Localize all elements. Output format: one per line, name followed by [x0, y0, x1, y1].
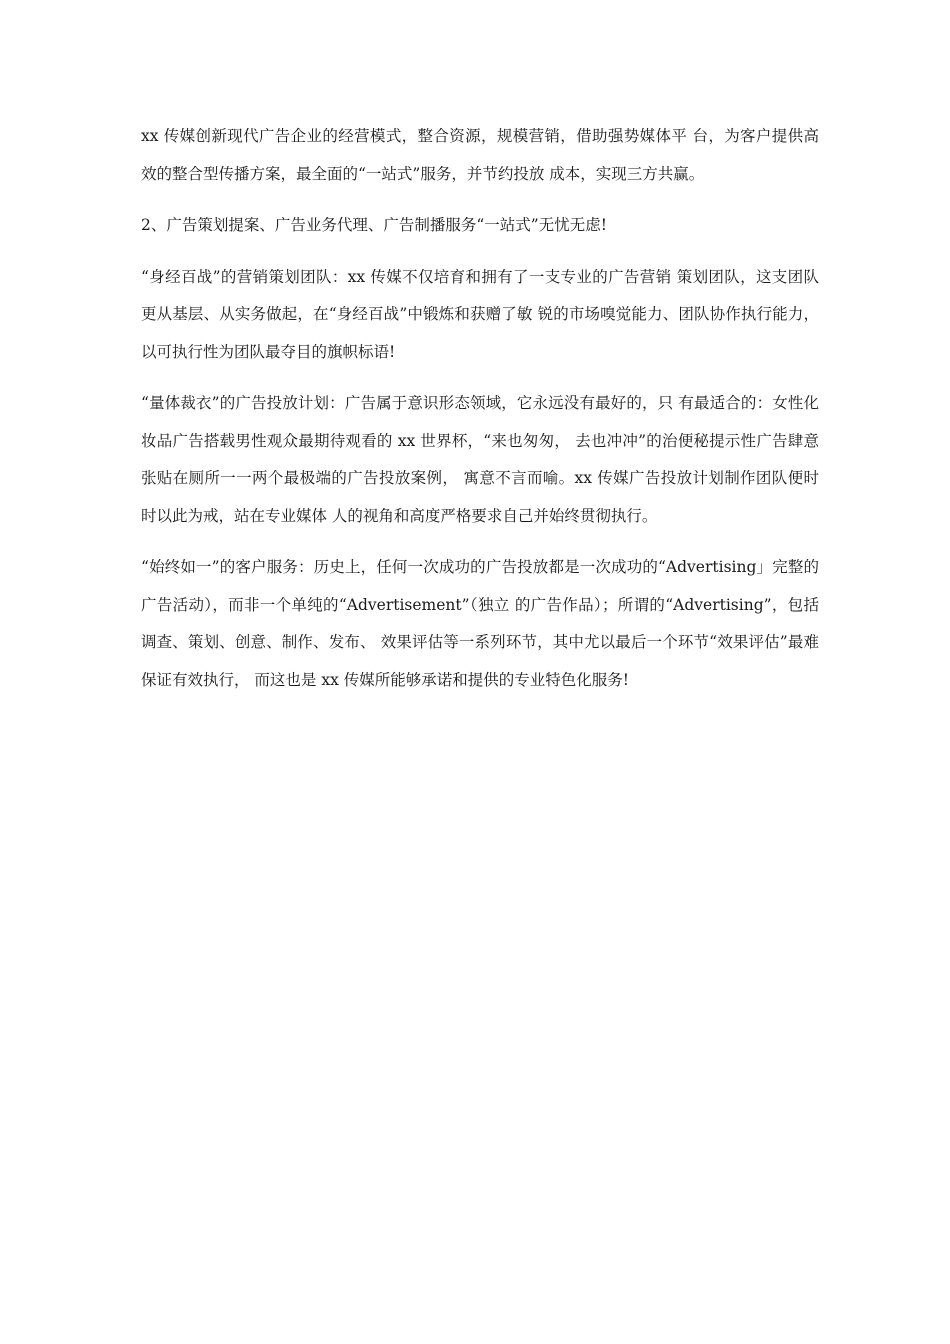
paragraph-planning-team: “身经百战”的营销策划团队：xx 传媒不仅培育和拥有了一支专业的广告营销 策划团队，这支团队更从基层、从实务做起，在“身经百战”中锻炼和获赠了敏 锐的市场嗅觉能力、团队协作执行能力，以可执行性为团队最夺目的旗帜标语!	[141, 267, 819, 361]
paragraph-placement-plan: “量体裁衣”的广告投放计划：广告属于意识形态领域，它永远没有最好的，只 有最适合的：女性化妆品广告搭载男性观众最期待观看的 xx 世界杯，“来也匆匆， 去也冲冲”的治便秘提示性广告肆意张贴在厕所一一两个最极端的广告投放案例， 寓意不言而喻。xx 传媒广告投放计划制作团队便时时以此为戒，站在专业媒体 人的视角和高度严格要求自己并始终贯彻执行。	[141, 394, 819, 525]
document-body	[141, 118, 819, 699]
paragraph-intro: xx 传媒创新现代广告企业的经营模式，整合资源，规模营销，借助强势媒体平 台，为客户提供高效的整合型传播方案，最全面的“一站式”服务，并节约投放 成本，实现三方共赢。	[141, 127, 819, 183]
paragraph-client-service: “始终如一”的客户服务：历史上，任何一次成功的广告投放都是一次成功的“Advertising」完整的广告活动），而非一个单纯的“Advertisement”（独立 的广告作品）；所谓的“Advertising”，包括调查、策划、创意、制作、发布、 效果评估等一系列环节，其中尤以最后一个环节“效果评估”最难保证有效执行， 而这也是 xx 传媒所能够承诺和提供的专业特色化服务!	[141, 558, 819, 689]
paragraph-heading-2: 2、广告策划提案、广告业务代理、广告制播服务“一站式”无忧无虑!	[141, 216, 607, 234]
